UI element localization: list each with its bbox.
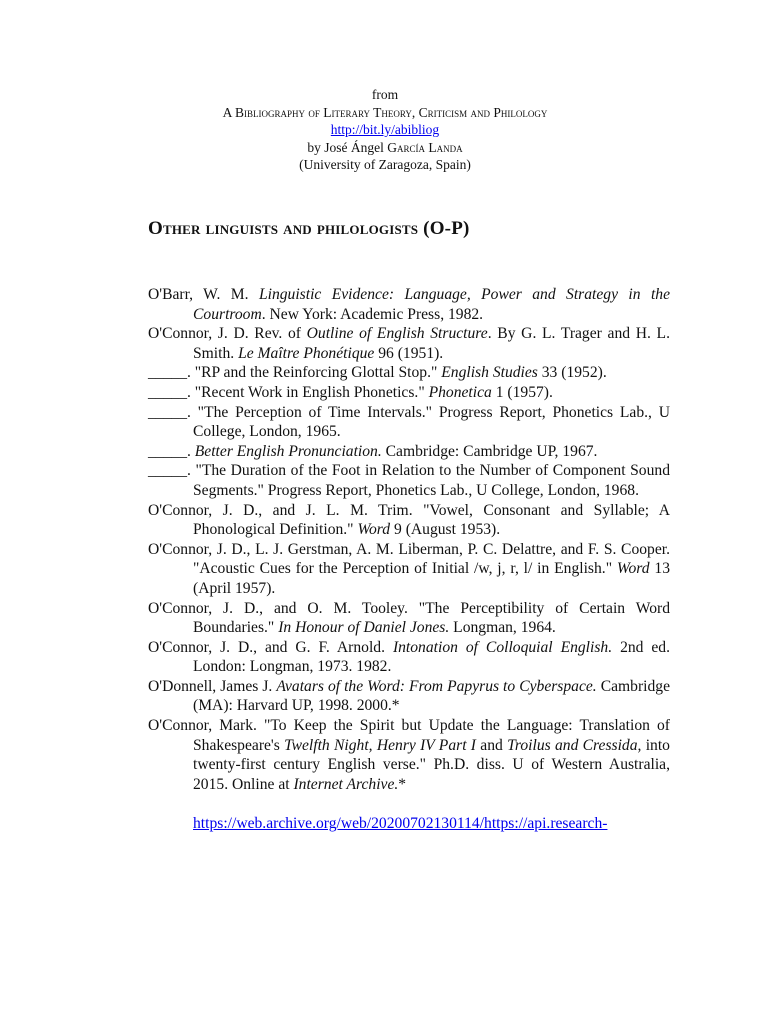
archive-link-block	[148, 814, 670, 834]
author-prefix: by José Ángel	[307, 139, 388, 155]
bibliography-entry: _____. "The Perception of Time Intervals." Progress Report, Phonetics Lab., U College, London, 1965.	[148, 403, 670, 441]
bibliography-entry: O'Connor, J. D., L. J. Gerstman, A. M. Liberman, P. C. Delattre, and F. S. Cooper. "Acoustic Cues for the Perception of Initial /w, j, r, l/ in English." Word 13 (April 1957).	[148, 540, 670, 597]
bibliography-entry: _____. "The Duration of the Foot in Relation to the Number of Component Sound Segments." Progress Report, Phonetics Lab., U College, London, 1968.	[148, 462, 670, 499]
author-surname: García Landa	[387, 139, 463, 155]
bibliography-entries	[148, 285, 670, 834]
bibliography-entry: O'Connor, J. D., and J. L. M. Trim. "Vowel, Consonant and Syllable; A Phonological Definition." Word 9 (August 1953).	[148, 501, 670, 539]
bibliography-entry: O'Connor, J. D., and G. F. Arnold. Intonation of Colloquial English. 2nd ed. London: Longman, 1973. 1982.	[148, 638, 671, 676]
bibliography-entry: O'Donnell, James J. Avatars of the Word: From Papyrus to Cyberspace. Cambridge (MA): Harvard UP, 1998. 2000.*	[148, 677, 671, 715]
bibliography-entry: O'Barr, W. M. Linguistic Evidence: Language, Power and Strategy in the Courtroom. New York: Academic Press, 1982.	[148, 286, 670, 323]
document-header	[0, 86, 770, 174]
bibliography-entry: O'Connor, J. D., and O. M. Tooley. "The Perceptibility of Certain Word Boundaries." In Honour of Daniel Jones. Longman, 1964.	[148, 599, 670, 637]
bibliography-link[interactable]: http://bit.ly/abibliog	[330, 122, 440, 137]
bibliography-entry: _____. Better English Pronunciation. Cambridge: Cambridge UP, 1967.	[148, 442, 598, 460]
bibliography-entry: O'Connor, Mark. "To Keep the Spirit but Update the Language: Translation of Shakespeare's Twelfth Night, Henry IV Part I and Troilus and Cressida, into twenty-first century English verse." Ph.D. diss. U of Western Australia, 2015. Online at Internet Archive.*	[148, 717, 670, 793]
author-line	[0, 139, 770, 157]
archive-link[interactable]: https://web.archive.org/web/20200702130114/https://api.research-	[193, 815, 608, 833]
section-title: Other linguists and philologists (O-P)	[148, 218, 470, 239]
affiliation: (University of Zaragoza, Spain)	[299, 157, 471, 172]
bibliography-entry: _____. "RP and the Reinforcing Glottal Stop." English Studies 33 (1952).	[148, 364, 607, 382]
bibliography-title: A Bibliography of Literary Theory, Criticism and Philology	[222, 104, 548, 120]
from-line: from	[371, 87, 399, 102]
bibliography-entry: _____. "Recent Work in English Phonetics." Phonetica 1 (1957).	[148, 383, 553, 401]
bibliography-entry: O'Connor, J. D. Rev. of Outline of English Structure. By G. L. Trager and H. L. Smith. Le Maître Phonétique 96 (1951).	[148, 325, 670, 362]
